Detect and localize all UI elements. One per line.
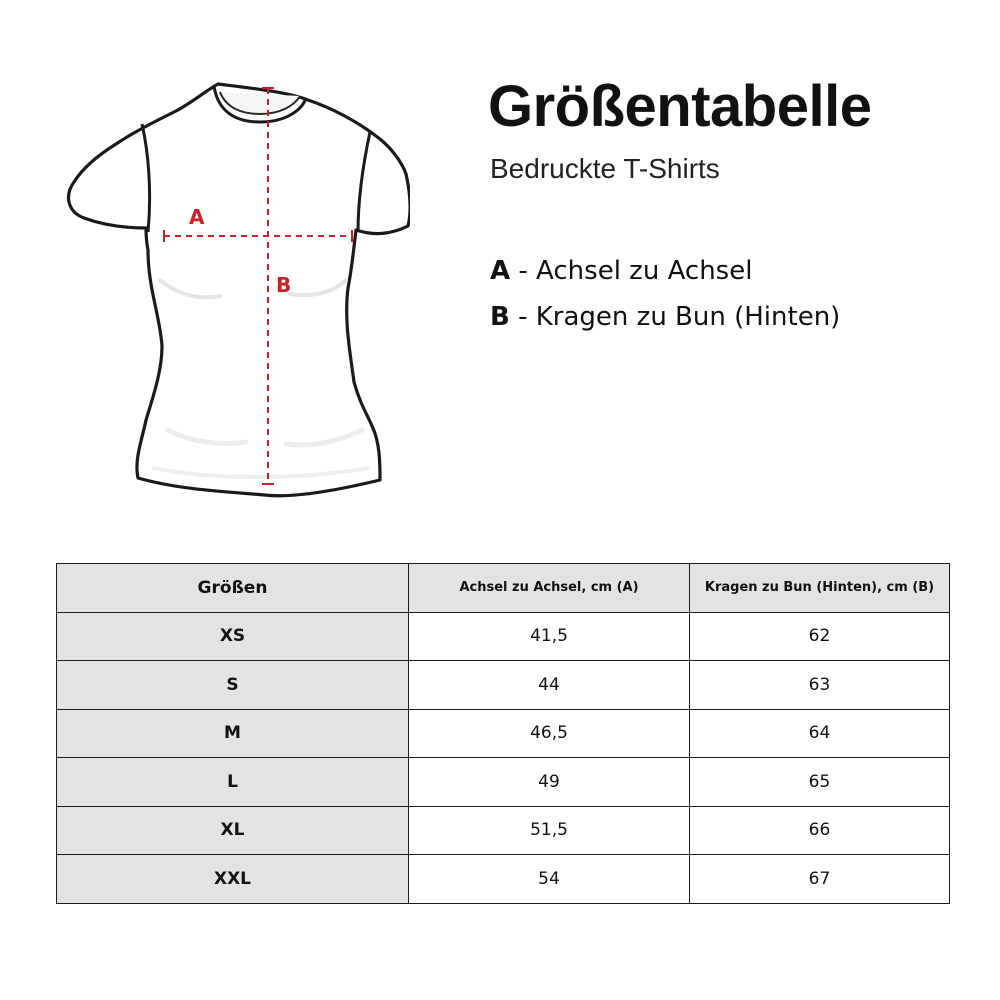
legend-key: B [490,302,510,332]
legend-text: Achsel zu Achsel [536,256,753,286]
table-row [57,806,950,855]
value-cell-b: 62 [690,612,950,661]
value-cell-b: 65 [690,758,950,807]
page-subtitle: Bedruckte T-Shirts [490,153,720,184]
value-cell-a: 44 [409,661,690,710]
size-cell: XS [57,612,409,661]
legend-separator: - [510,256,537,286]
legend-item-a [490,248,840,294]
value-cell-b: 63 [690,661,950,710]
value-cell-a: 41,5 [409,612,690,661]
legend-text: Kragen zu Bun (Hinten) [535,302,841,332]
table-header-row [57,564,950,613]
table-row [57,661,950,710]
value-cell-a: 49 [409,758,690,807]
legend-item-b [490,294,840,340]
value-cell-a: 51,5 [409,806,690,855]
column-header-b: Kragen zu Bun (Hinten), cm (B) [690,564,950,613]
value-cell-a: 54 [409,855,690,904]
tshirt-outline-icon [69,84,410,496]
column-header-size: Größen [57,564,409,613]
column-header-a: Achsel zu Achsel, cm (A) [409,564,690,613]
table-row [57,709,950,758]
table-row [57,758,950,807]
tshirt-illustration [50,70,410,510]
size-cell: XL [57,806,409,855]
page-title: Größentabelle [488,74,872,139]
measure-label-a: A [189,205,205,229]
size-cell: L [57,758,409,807]
value-cell-b: 64 [690,709,950,758]
value-cell-a: 46,5 [409,709,690,758]
legend-separator: - [509,302,536,332]
table-row [57,612,950,661]
size-table [56,563,950,904]
value-cell-b: 67 [690,855,950,904]
size-cell: M [57,709,409,758]
size-cell: S [57,661,409,710]
measure-label-b: B [276,273,292,297]
value-cell-b: 66 [690,806,950,855]
measurement-legend [490,248,840,340]
size-cell: XXL [57,855,409,904]
legend-key: A [490,256,511,286]
table-row [57,855,950,904]
